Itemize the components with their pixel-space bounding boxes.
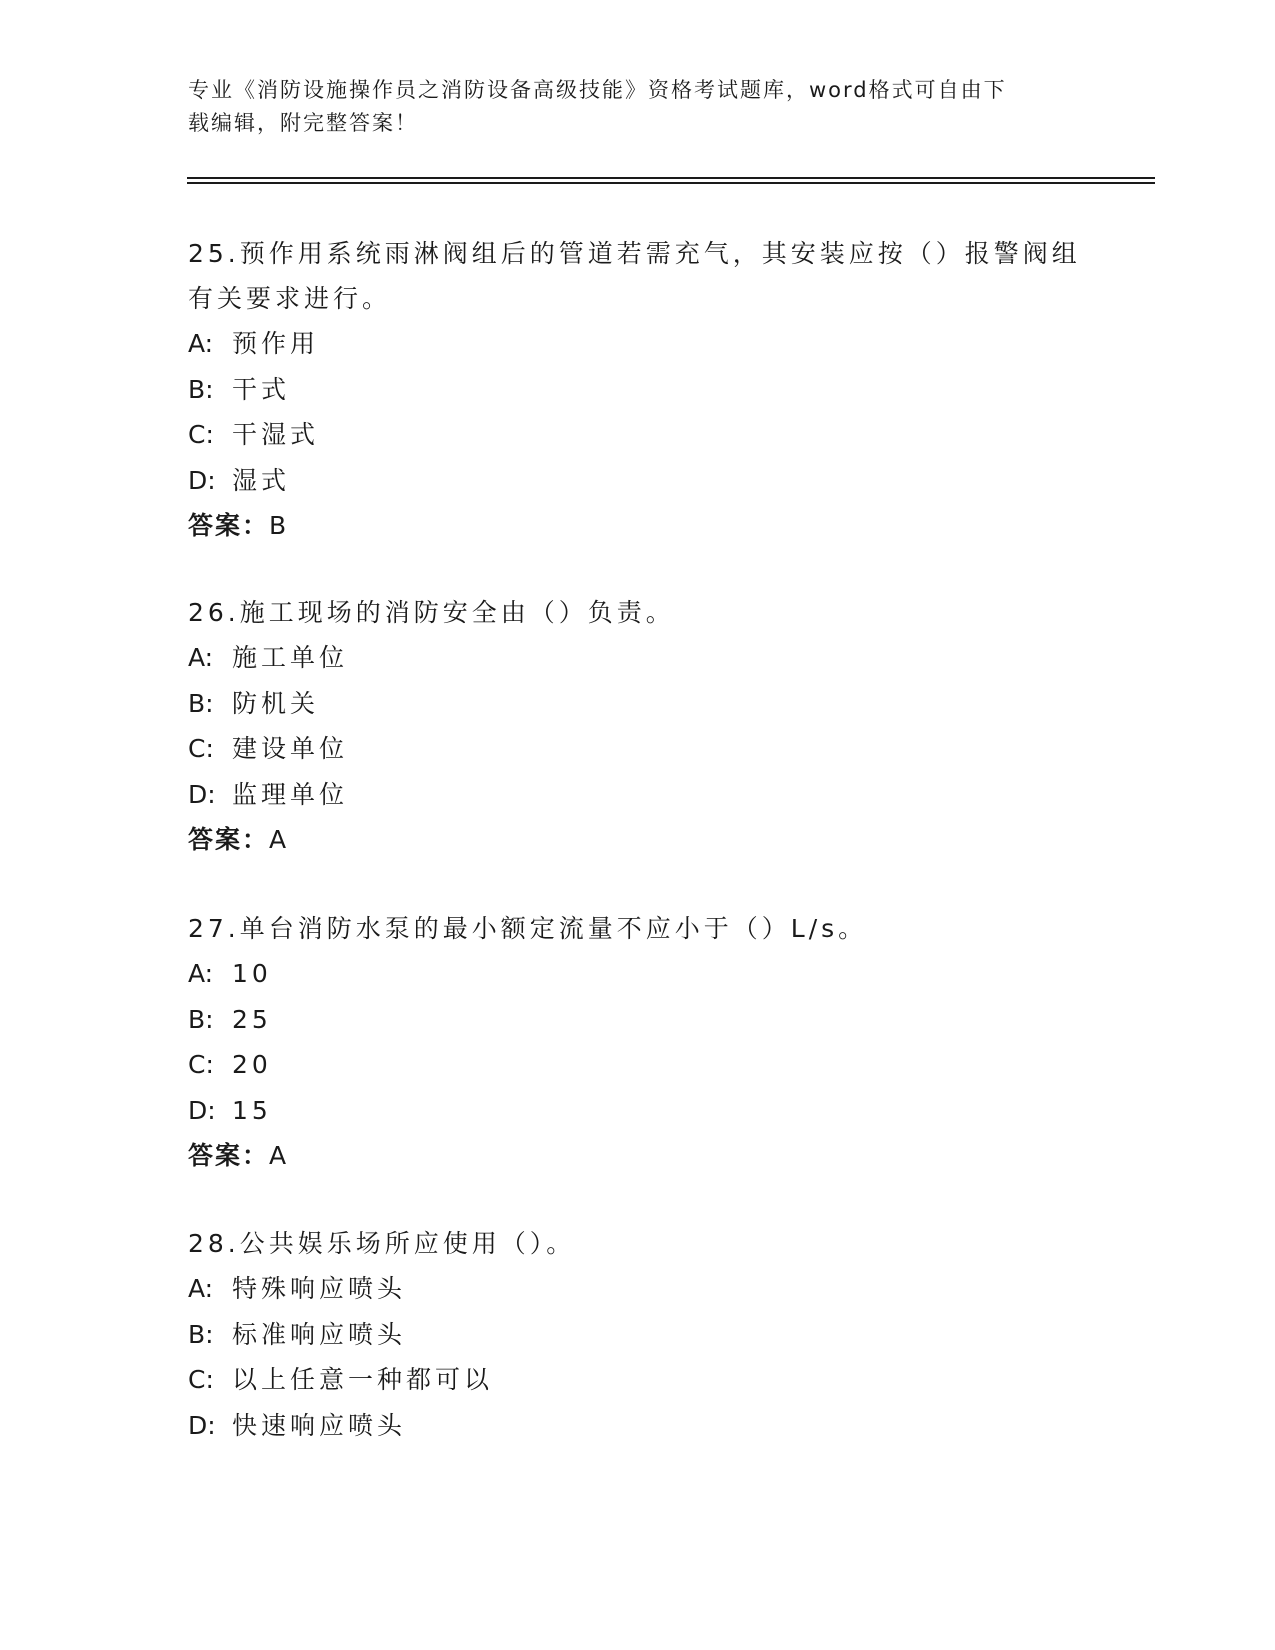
question-stem-line-1: 26.施工现场的消防安全由（）负责。	[188, 598, 675, 627]
option-a	[188, 635, 1088, 681]
answer-value: A	[269, 825, 289, 854]
option-b	[188, 367, 1088, 413]
option-text: 监理单位	[232, 779, 349, 809]
option-letter: A:	[188, 959, 214, 988]
option-letter: D:	[188, 1410, 216, 1440]
option-b	[188, 997, 1088, 1043]
answer-value: A	[269, 1141, 289, 1170]
answer-label: 答案：	[188, 511, 270, 540]
answer-label: 答案：	[188, 1141, 270, 1170]
option-letter: C:	[188, 734, 214, 763]
option-letter: A:	[188, 329, 214, 358]
option-d	[188, 772, 1088, 818]
option-letter: C:	[188, 1050, 214, 1079]
option-letter: A:	[188, 643, 214, 672]
answer-line	[188, 817, 1088, 863]
option-c	[188, 1042, 1088, 1088]
option-letter: D:	[188, 465, 216, 495]
option-a	[188, 951, 1088, 997]
option-letter: D:	[188, 779, 216, 809]
header-divider-top	[187, 177, 1155, 179]
option-a	[188, 321, 1088, 367]
option-d	[188, 458, 1088, 504]
answer-line	[188, 1133, 1088, 1179]
option-letter: A:	[188, 1274, 214, 1303]
option-text: 10	[232, 959, 272, 988]
option-text: 20	[232, 1050, 272, 1079]
answer-value: B	[269, 511, 289, 540]
option-text: 干湿式	[232, 420, 320, 449]
option-text: 25	[232, 1004, 272, 1034]
option-text: 干式	[232, 374, 291, 404]
question-26	[188, 590, 1088, 863]
header-line-2: 载编辑，附完整答案！	[188, 111, 418, 135]
answer-line	[188, 503, 1088, 549]
option-letter: B:	[188, 1004, 214, 1034]
option-d	[188, 1088, 1088, 1134]
header-divider-bottom	[187, 182, 1155, 184]
option-text: 施工单位	[232, 643, 349, 672]
option-c	[188, 412, 1088, 458]
question-27	[188, 906, 1088, 1179]
option-d	[188, 1403, 1088, 1449]
option-letter: C:	[188, 420, 214, 449]
option-text: 以上任意一种都可以	[232, 1365, 494, 1394]
option-text: 建设单位	[232, 734, 349, 763]
question-stem-line-1: 25.预作用系统雨淋阀组后的管道若需充气，其安装应按（）报警阀组	[188, 239, 1081, 268]
option-text: 特殊响应喷头	[232, 1274, 407, 1303]
option-letter: D:	[188, 1095, 216, 1125]
option-letter: C:	[188, 1365, 214, 1394]
question-28	[188, 1221, 1088, 1448]
option-letter: B:	[188, 374, 214, 404]
option-text: 标准响应喷头	[232, 1319, 407, 1349]
option-c	[188, 726, 1088, 772]
answer-label: 答案：	[188, 825, 270, 854]
option-text: 快速响应喷头	[232, 1410, 407, 1440]
option-letter: B:	[188, 1319, 214, 1349]
question-stem-line-1: 27.单台消防水泵的最小额定流量不应小于（）L/s。	[188, 914, 868, 943]
question-25	[188, 231, 1088, 549]
option-letter: B:	[188, 688, 214, 718]
option-text: 湿式	[232, 465, 291, 495]
option-b	[188, 1312, 1088, 1358]
option-c	[188, 1357, 1088, 1403]
option-a	[188, 1266, 1088, 1312]
header-line-1: 专业《消防设施操作员之消防设备高级技能》资格考试题库，word格式可自由下	[188, 78, 1007, 102]
document-header	[188, 74, 1088, 140]
option-text: 防机关	[232, 688, 320, 718]
question-stem-line-2: 有关要求进行。	[188, 284, 392, 313]
option-text: 预作用	[232, 329, 320, 358]
option-b	[188, 681, 1088, 727]
question-stem-line-1: 28.公共娱乐场所应使用（）。	[188, 1229, 576, 1258]
option-text: 15	[232, 1095, 272, 1125]
